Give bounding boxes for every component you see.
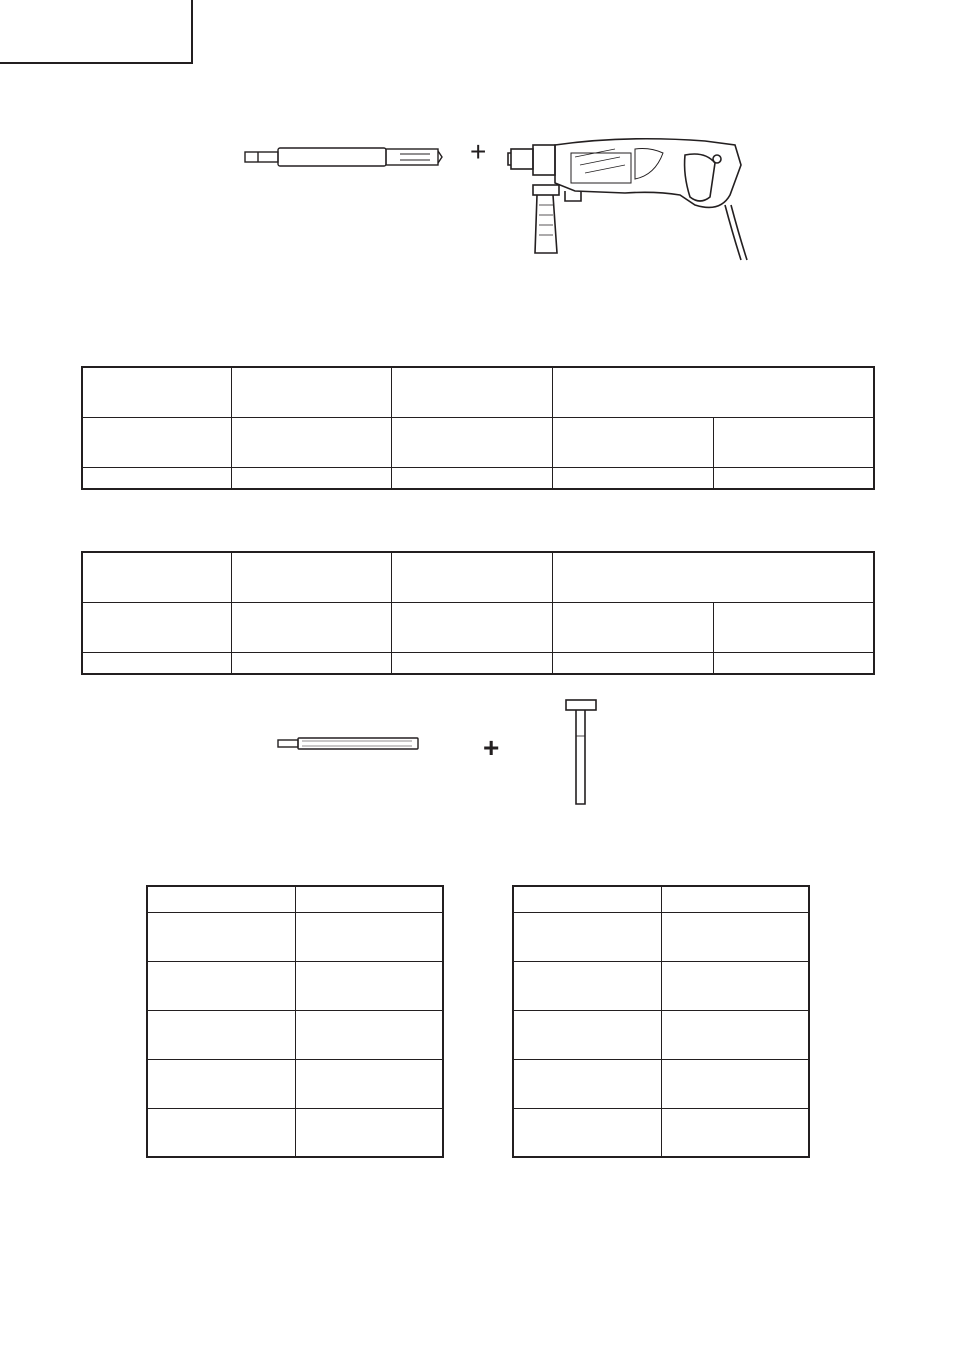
table-cell <box>231 367 391 417</box>
table-cell <box>295 961 443 1010</box>
page-corner-tab <box>0 0 193 64</box>
table-cell <box>147 1108 295 1157</box>
specification-table-2 <box>81 551 875 675</box>
table-cell <box>82 652 231 674</box>
table-cell <box>295 912 443 961</box>
table-cell <box>713 467 874 489</box>
rotary-hammer-icon <box>505 135 755 265</box>
plus-sign: + <box>483 732 500 763</box>
table-cell <box>552 652 713 674</box>
drill-bit-adapter-icon <box>240 138 450 178</box>
table-cell <box>552 467 713 489</box>
table-cell <box>231 652 391 674</box>
table-cell <box>513 961 661 1010</box>
table-cell <box>661 1108 809 1157</box>
table-cell <box>82 367 231 417</box>
table-cell <box>391 467 552 489</box>
table-cell <box>231 552 391 602</box>
setting-tool-icon <box>276 735 422 753</box>
table-cell <box>713 417 874 467</box>
table-cell <box>552 367 874 417</box>
table-cell <box>713 602 874 652</box>
table-cell <box>552 602 713 652</box>
specification-table-1 <box>81 366 875 490</box>
table-cell <box>391 417 552 467</box>
table-cell <box>513 1059 661 1108</box>
table-cell <box>661 886 809 912</box>
table-cell <box>82 552 231 602</box>
table-cell <box>147 912 295 961</box>
table-cell <box>82 602 231 652</box>
table-cell <box>231 602 391 652</box>
table-cell <box>661 912 809 961</box>
table-cell <box>391 552 552 602</box>
table-cell <box>231 467 391 489</box>
table-cell <box>82 417 231 467</box>
table-cell <box>513 1108 661 1157</box>
table-cell <box>552 552 874 602</box>
table-cell <box>552 417 713 467</box>
table-cell <box>661 1010 809 1059</box>
table-cell <box>231 417 391 467</box>
table-cell <box>82 467 231 489</box>
hammer-icon <box>562 696 602 808</box>
table-cell <box>513 1010 661 1059</box>
table-cell <box>295 1059 443 1108</box>
table-cell <box>391 367 552 417</box>
plus-sign: + <box>470 136 487 167</box>
table-cell <box>295 1108 443 1157</box>
table-cell <box>713 652 874 674</box>
table-cell <box>147 1059 295 1108</box>
table-cell <box>295 1010 443 1059</box>
setting-table-left <box>146 885 444 1158</box>
table-cell <box>513 912 661 961</box>
setting-table-right <box>512 885 810 1158</box>
table-cell <box>295 886 443 912</box>
table-cell <box>513 886 661 912</box>
table-cell <box>391 602 552 652</box>
table-cell <box>661 1059 809 1108</box>
table-cell <box>391 652 552 674</box>
table-cell <box>147 886 295 912</box>
table-cell <box>147 1010 295 1059</box>
table-cell <box>147 961 295 1010</box>
table-cell <box>661 961 809 1010</box>
